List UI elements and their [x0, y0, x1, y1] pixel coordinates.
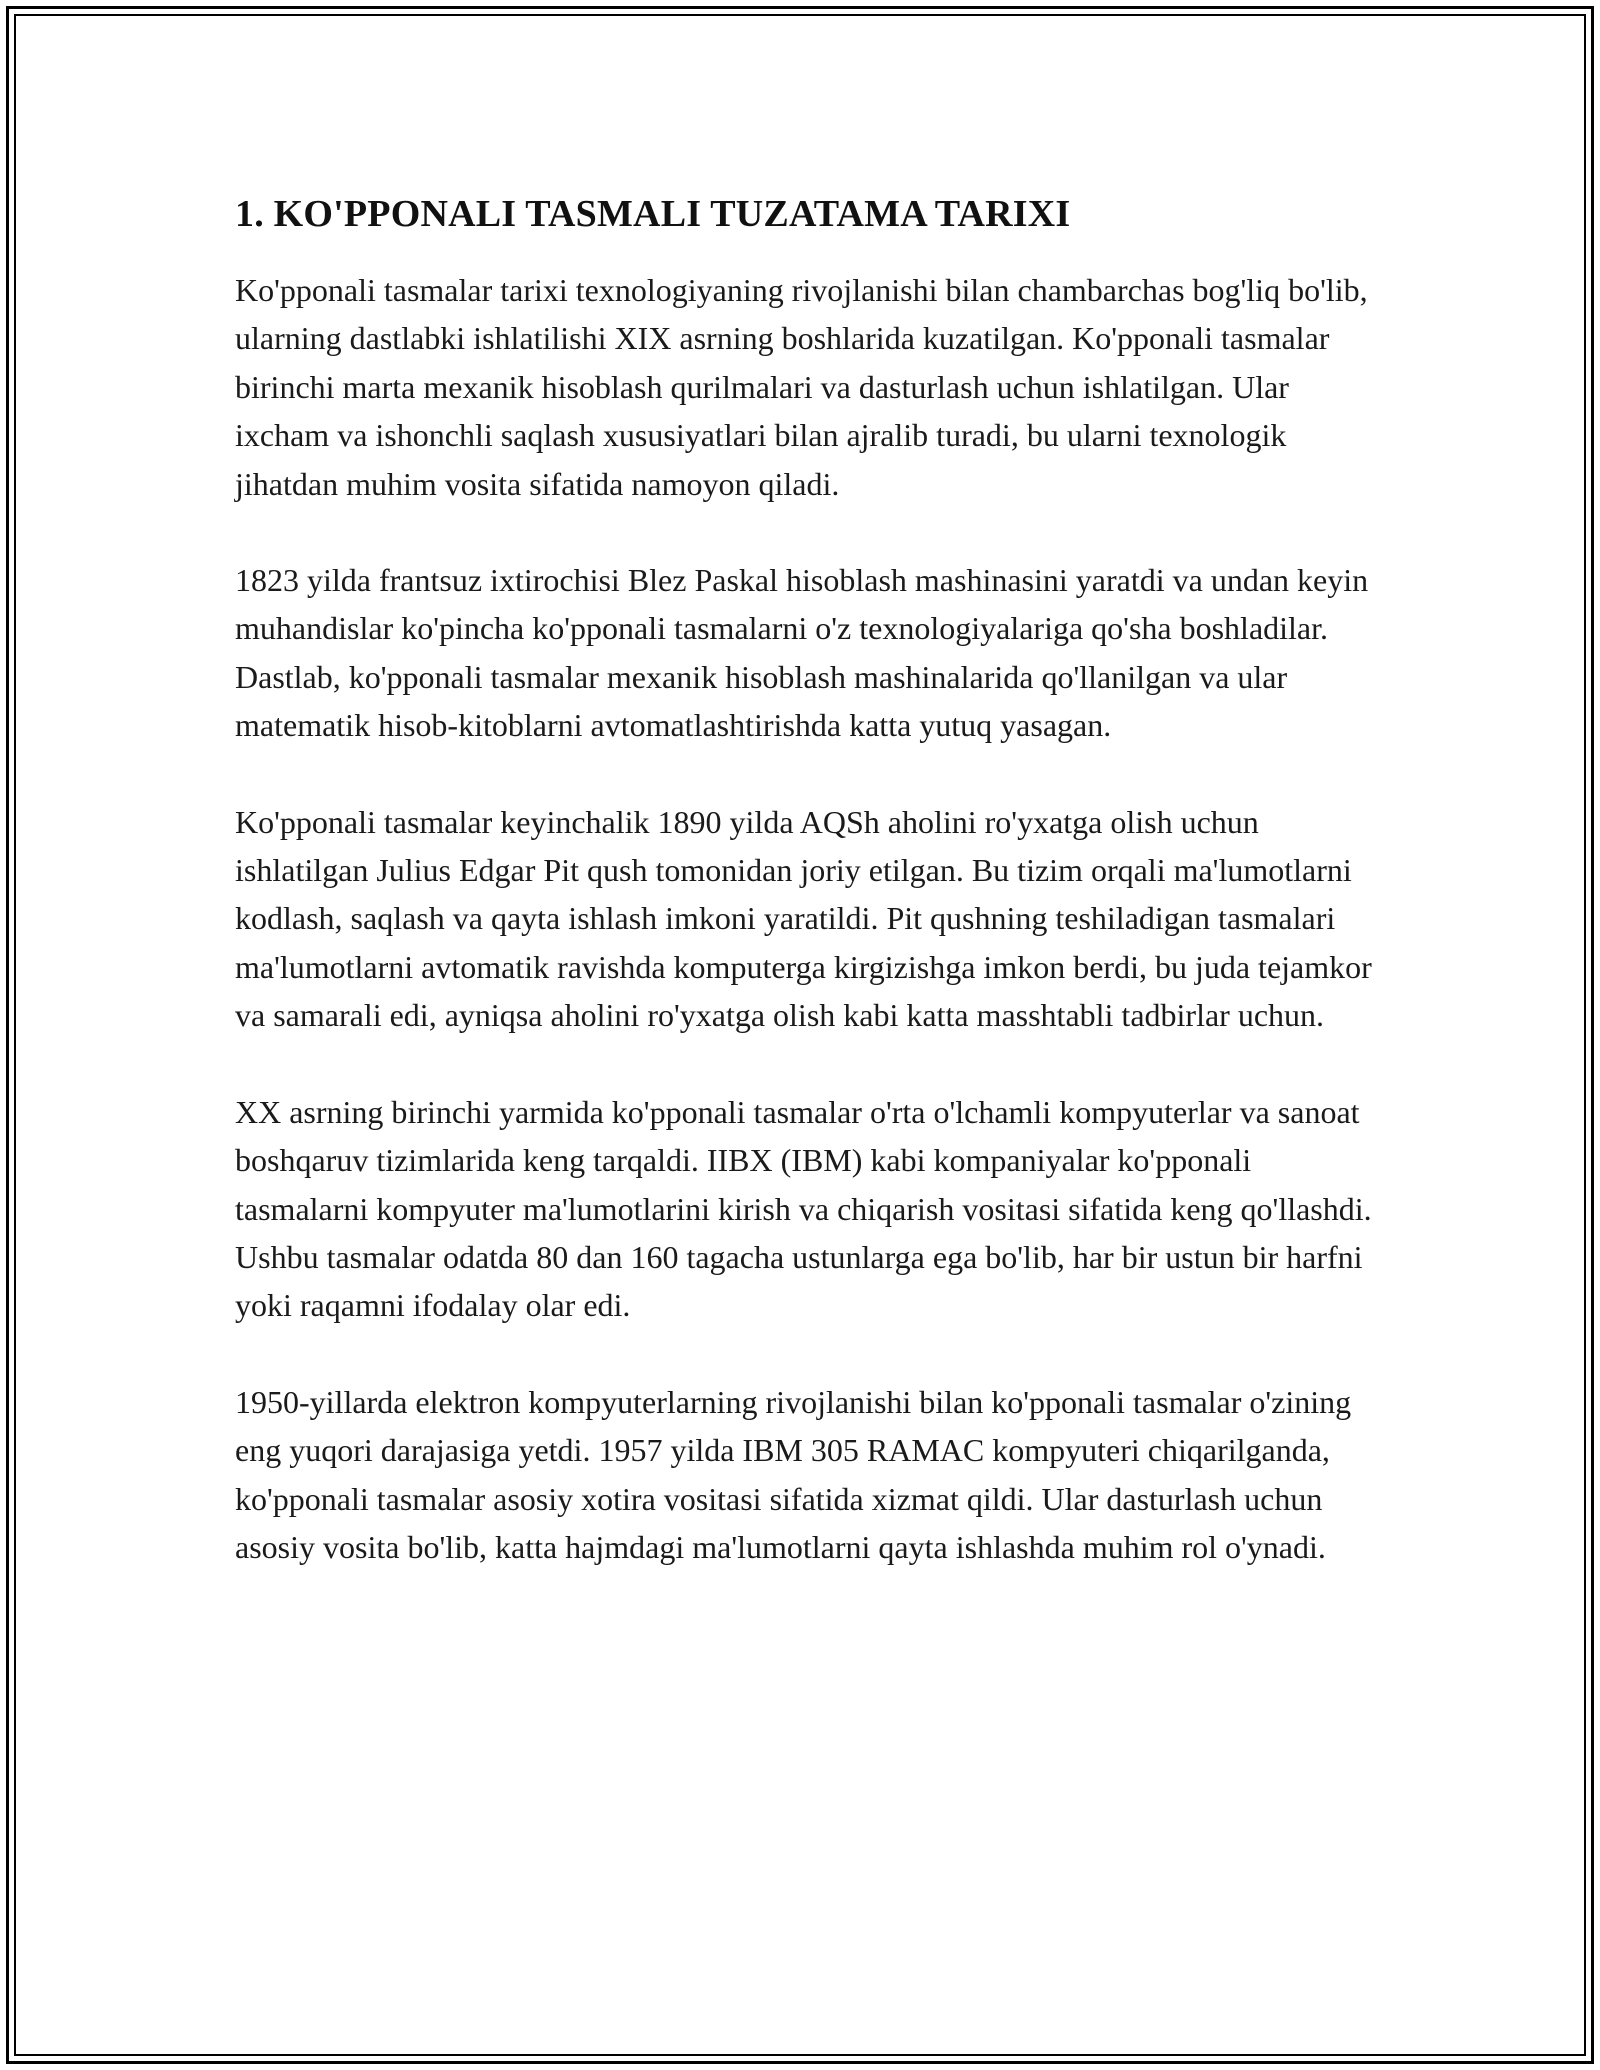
paragraph-3: Ko'pponali tasmalar keyinchalik 1890 yilda AQSh aholini ro'yxatga olish uchun ishlatilgan Julius Edgar Pit qush tomonidan joriy etilgan. Bu tizim orqali ma'lumotlarni kodlash, saqlash va qayta ishlash imkoni yaratildi. Pit qushning teshiladigan tasmalari ma'lumotlarni avtomatik ravishda komputerga kirgizishga imkon berdi, bu juda tejamkor va samarali edi, ayniqsa aholini ro'yxatga olish kabi katta masshtabli tadbirlar uchun. [235, 803, 1372, 1034]
document-title: 1. KO'PPONALI TASMALI TUZATAMA TARIXI [235, 193, 1071, 235]
paragraph-1: Ko'pponali tasmalar tarixi texnologiyaning rivojlanishi bilan chambarchas bog'liq bo'lib, ularning dastlabki ishlatilishi XIX asrning boshlarida kuzatilgan. Ko'pponali tasmalar birinchi marta mexanik hisoblash qurilmalari va dasturlash uchun ishlatilgan. Ular ixcham va ishonchli saqlash xususiyatlari bilan ajralib turadi, bu ularni texnologik jihatdan muhim vosita sifatida namoyon qiladi. [235, 272, 1368, 502]
paragraph-4: XX asrning birinchi yarmida ko'pponali tasmalar o'rta o'lchamli kompyuterlar va sanoat boshqaruv tizimlarida keng tarqaldi. IIBX (IBM) kabi kompaniyalar ko'pponali tasmalarni kompyuter ma'lumotlarini kirish va chiqarish vositasi sifatida keng qo'llashdi. Ushbu tasmalar odatda 80 dan 160 tagacha ustunlarga ega bo'lib, har bir ustun bir harfni yoki raqamni ifodalay olar edi. [235, 1093, 1372, 1324]
document-body [235, 186, 1375, 1571]
paragraph-2: 1823 yilda frantsuz ixtirochisi Blez Paskal hisoblash mashinasini yaratdi va undan keyin muhandislar ko'pincha ko'pponali tasmalarni o'z texnologiyalariga qo'sha boshladilar. Dastlab, ko'pponali tasmalar mexanik hisoblash mashinalarida qo'llanilgan va ular matematik hisob-kitoblarni avtomatlashtirishda katta yutuq yasagan. [235, 562, 1369, 744]
paragraph-5: 1950-yillarda elektron kompyuterlarning rivojlanishi bilan ko'pponali tasmalar o'zining eng yuqori darajasiga yetdi. 1957 yilda IBM 305 RAMAC kompyuteri chiqarilganda, ko'pponali tasmalar asosiy xotira vositasi sifatida xizmat qildi. Ular dasturlash uchun asosiy vosita bo'lib, katta hajmdagi ma'lumotlarni qayta ishlashda muhim rol o'ynadi. [235, 1383, 1352, 1565]
